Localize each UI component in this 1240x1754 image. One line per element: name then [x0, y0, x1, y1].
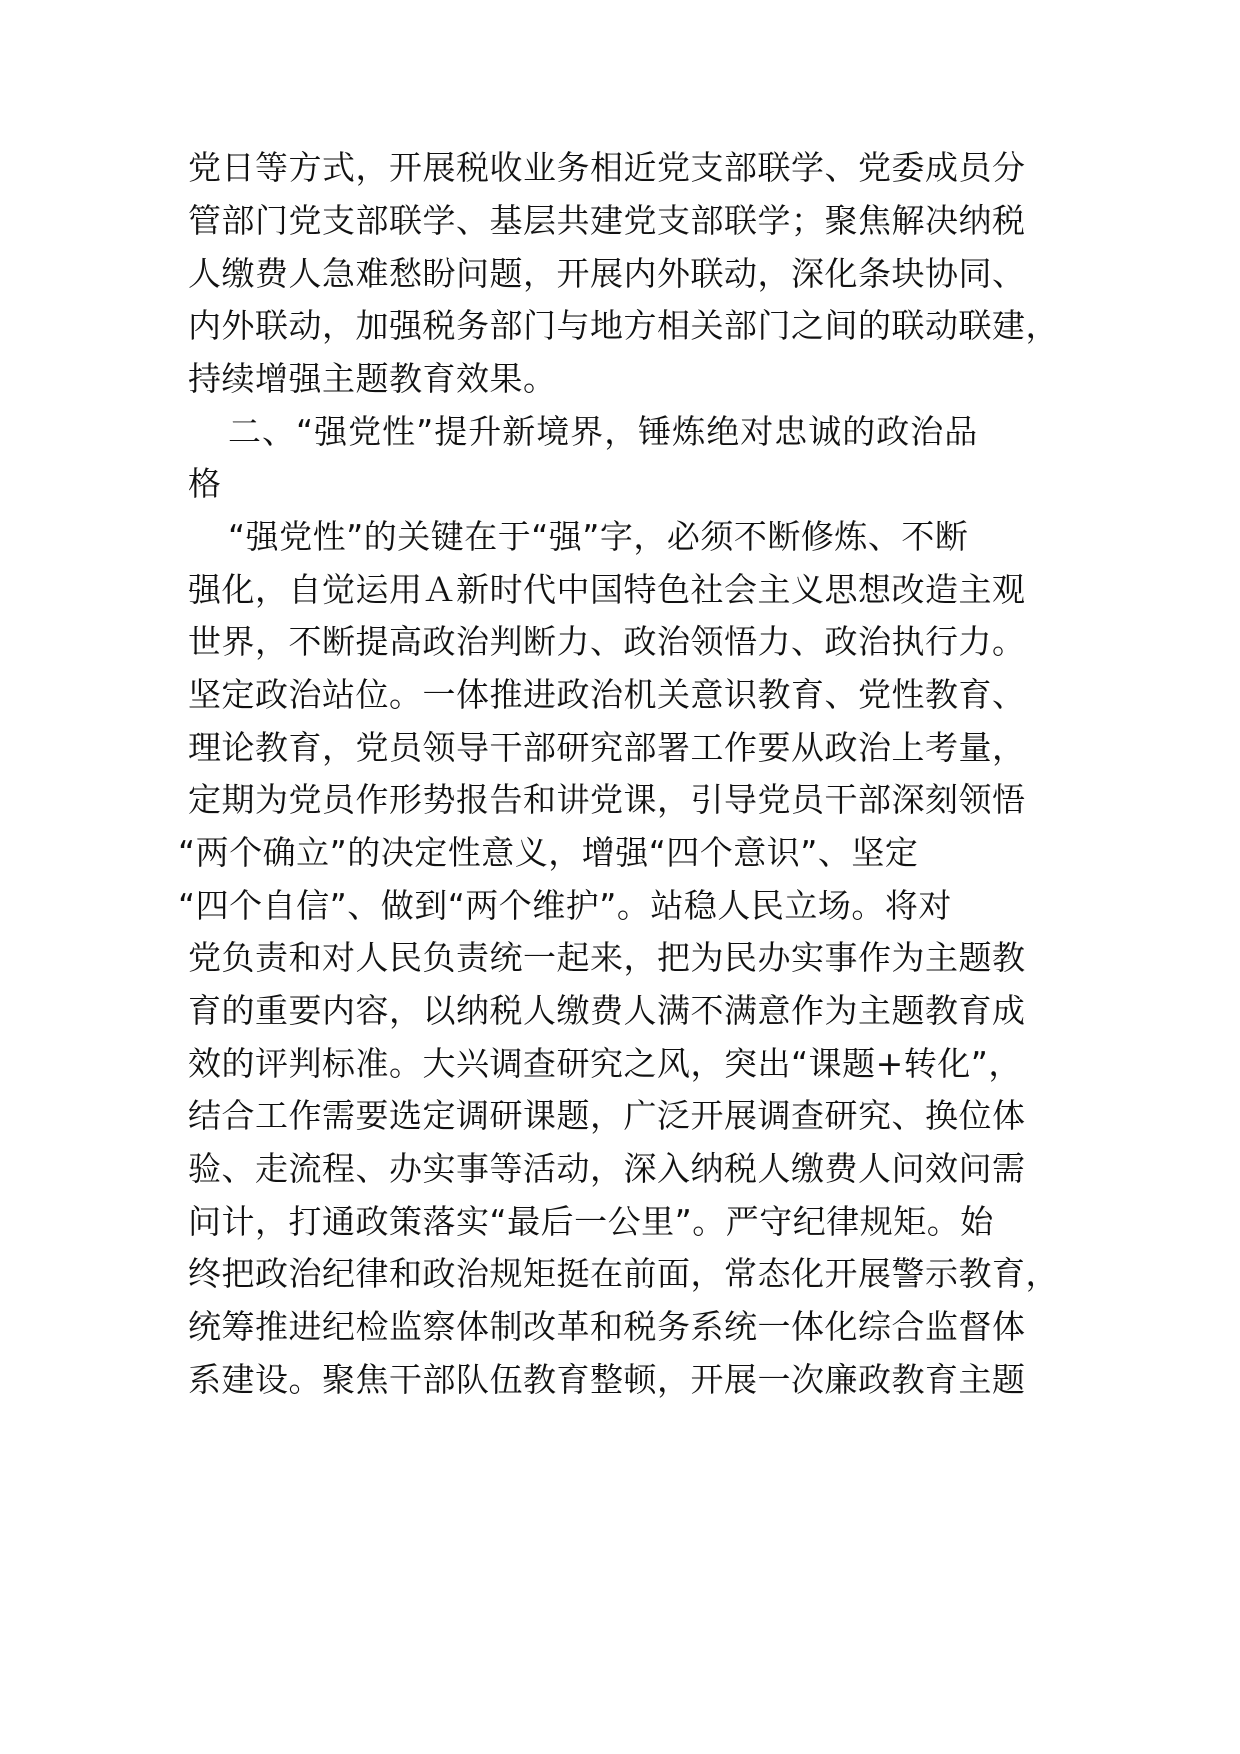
paragraph-line: 验、走流程、办实事等活动，深入纳税人缴费人问效问需: [188, 1149, 1026, 1188]
paragraph-line: “强党性”的关键在于“强”字，必须不断修炼、不断: [228, 517, 969, 556]
paragraph-line: 持续增强主题教育效果。: [188, 359, 557, 398]
paragraph-line: 终把政治纪律和政治规矩挺在前面，常态化开展警示教育，: [188, 1254, 1059, 1293]
paragraph-line: 统筹推进纪检监察体制改革和税务系统一体化综合监督体: [188, 1307, 1026, 1346]
section-heading: 二、“强党性”提升新境界，锤炼绝对忠诚的政治品: [228, 412, 979, 451]
paragraph-line: 管部门党支部联学、基层共建党支部联学；聚焦解决纳税: [188, 201, 1026, 240]
paragraph-line: 效的评判标准。大兴调查研究之风，突出“课题+转化”，: [188, 1044, 1022, 1083]
paragraph-line: “两个确立”的决定性意义，增强“四个意识”、坚定: [178, 833, 919, 872]
paragraph-line: 党负责和对人民负责统一起来，把为民办实事作为主题教: [188, 938, 1026, 977]
paragraph-line: 系建设。聚焦干部队伍教育整顿，开展一次廉政教育主题: [188, 1360, 1026, 1399]
paragraph-line: 坚定政治站位。一体推进政治机关意识教育、党性教育、: [188, 675, 1026, 714]
paragraph-line: 理论教育，党员领导干部研究部署工作要从政治上考量，: [188, 728, 1026, 767]
paragraph-line: 结合工作需要选定调研课题，广泛开展调查研究、换位体: [188, 1096, 1026, 1135]
paragraph-line: 强化，自觉运用Ａ新时代中国特色社会主义思想改造主观: [188, 570, 1026, 609]
paragraph-line: 定期为党员作形势报告和讲党课，引导党员干部深刻领悟: [188, 780, 1026, 819]
paragraph-line: 党日等方式，开展税收业务相近党支部联学、党委成员分: [188, 148, 1026, 187]
paragraph-line: “四个自信”、做到“两个维护”。站稳人民立场。将对: [178, 886, 952, 925]
paragraph-line: 问计，打通政策落实“最后一公里”。严守纪律规矩。始: [188, 1202, 994, 1241]
paragraph-line: 人缴费人急难愁盼问题，开展内外联动，深化条块协同、: [188, 254, 1026, 293]
paragraph-line: 世界，不断提高政治判断力、政治领悟力、政治执行力。: [188, 622, 1026, 661]
paragraph-line: 育的重要内容，以纳税人缴费人满不满意作为主题教育成: [188, 991, 1026, 1030]
section-heading-continued: 格: [188, 464, 222, 503]
paragraph-line: 内外联动，加强税务部门与地方相关部门之间的联动联建，: [188, 306, 1059, 345]
